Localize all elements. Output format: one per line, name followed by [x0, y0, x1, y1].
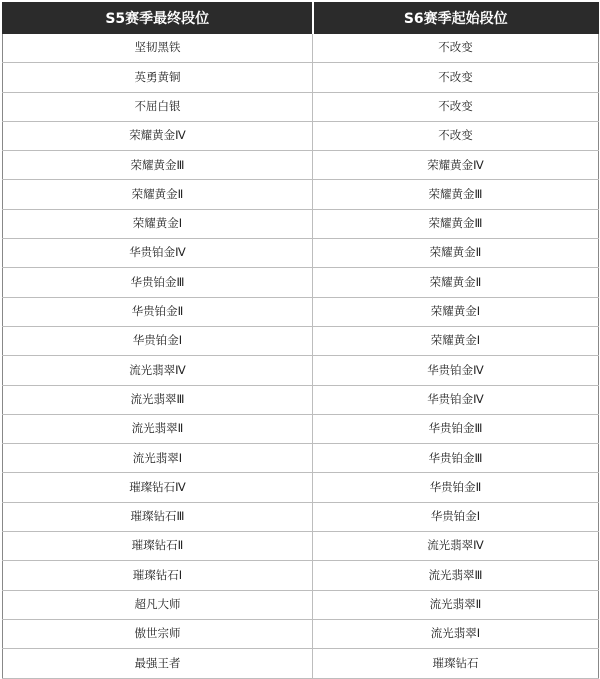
table-row [3, 619, 599, 648]
s6-start-rank-cell: 华贵铂金Ⅳ [313, 385, 599, 414]
s6-start-rank-cell: 荣耀黄金Ⅰ [313, 326, 599, 355]
s5-final-rank-cell: 坚韧黑铁 [3, 34, 313, 63]
s5-final-rank-cell: 英勇黄铜 [3, 63, 313, 92]
s6-start-rank-cell: 荣耀黄金Ⅳ [313, 151, 599, 180]
s5-final-rank-cell: 荣耀黄金Ⅲ [3, 151, 313, 180]
s5-final-rank-cell: 超凡大师 [3, 590, 313, 619]
table-row [3, 121, 599, 150]
s6-start-rank-cell: 璀璨钻石 [313, 649, 599, 678]
table-row [3, 532, 599, 561]
s6-start-rank-cell: 不改变 [313, 121, 599, 150]
s6-start-rank-cell: 不改变 [313, 34, 599, 63]
s5-final-rank-cell: 华贵铂金Ⅱ [3, 297, 313, 326]
s5-final-rank-cell: 荣耀黄金Ⅱ [3, 180, 313, 209]
s6-start-rank-cell: 荣耀黄金Ⅱ [313, 268, 599, 297]
s5-final-rank-cell: 流光翡翠Ⅱ [3, 414, 313, 443]
s5-final-rank-cell: 流光翡翠Ⅳ [3, 356, 313, 385]
table-row [3, 92, 599, 121]
s5-final-rank-cell: 华贵铂金Ⅲ [3, 268, 313, 297]
s5-final-rank-cell: 荣耀黄金Ⅳ [3, 121, 313, 150]
s6-start-rank-cell: 流光翡翠Ⅳ [313, 532, 599, 561]
s6-start-rank-cell: 华贵铂金Ⅱ [313, 473, 599, 502]
header-s6-start-rank: S6赛季起始段位 [313, 3, 599, 34]
s5-final-rank-cell: 华贵铂金Ⅰ [3, 326, 313, 355]
s6-start-rank-cell: 华贵铂金Ⅰ [313, 502, 599, 531]
table-row [3, 151, 599, 180]
table-row [3, 502, 599, 531]
s5-final-rank-cell: 璀璨钻石Ⅳ [3, 473, 313, 502]
s6-start-rank-cell: 不改变 [313, 63, 599, 92]
s6-start-rank-cell: 流光翡翠Ⅲ [313, 561, 599, 590]
s5-final-rank-cell: 流光翡翠Ⅰ [3, 444, 313, 473]
table-body [3, 34, 599, 679]
table-row [3, 385, 599, 414]
header-s5-final-rank: S5赛季最终段位 [3, 3, 313, 34]
table-row [3, 268, 599, 297]
s5-final-rank-cell: 最强王者 [3, 649, 313, 678]
s5-final-rank-cell: 荣耀黄金Ⅰ [3, 209, 313, 238]
table-row [3, 473, 599, 502]
table-row [3, 326, 599, 355]
table-row [3, 356, 599, 385]
table-row [3, 649, 599, 678]
s6-start-rank-cell: 荣耀黄金Ⅱ [313, 239, 599, 268]
s6-start-rank-cell: 荣耀黄金Ⅲ [313, 209, 599, 238]
s6-start-rank-cell: 荣耀黄金Ⅰ [313, 297, 599, 326]
table-row [3, 444, 599, 473]
table-row [3, 297, 599, 326]
s5-final-rank-cell: 璀璨钻石Ⅱ [3, 532, 313, 561]
table-row [3, 209, 599, 238]
s6-start-rank-cell: 流光翡翠Ⅰ [313, 619, 599, 648]
s5-final-rank-cell: 流光翡翠Ⅲ [3, 385, 313, 414]
s6-start-rank-cell: 荣耀黄金Ⅲ [313, 180, 599, 209]
table-row [3, 590, 599, 619]
table-row [3, 34, 599, 63]
s6-start-rank-cell: 华贵铂金Ⅲ [313, 444, 599, 473]
table-row [3, 414, 599, 443]
s6-start-rank-cell: 华贵铂金Ⅳ [313, 356, 599, 385]
s5-final-rank-cell: 华贵铂金Ⅳ [3, 239, 313, 268]
s6-start-rank-cell: 不改变 [313, 92, 599, 121]
s6-start-rank-cell: 华贵铂金Ⅲ [313, 414, 599, 443]
s5-final-rank-cell: 璀璨钻石Ⅰ [3, 561, 313, 590]
rank-mapping-table [2, 2, 599, 679]
s5-final-rank-cell: 傲世宗师 [3, 619, 313, 648]
s6-start-rank-cell: 流光翡翠Ⅱ [313, 590, 599, 619]
table-row [3, 180, 599, 209]
table-row [3, 239, 599, 268]
table-header-row [3, 3, 599, 34]
s5-final-rank-cell: 璀璨钻石Ⅲ [3, 502, 313, 531]
table-row [3, 63, 599, 92]
table-row [3, 561, 599, 590]
s5-final-rank-cell: 不屈白银 [3, 92, 313, 121]
